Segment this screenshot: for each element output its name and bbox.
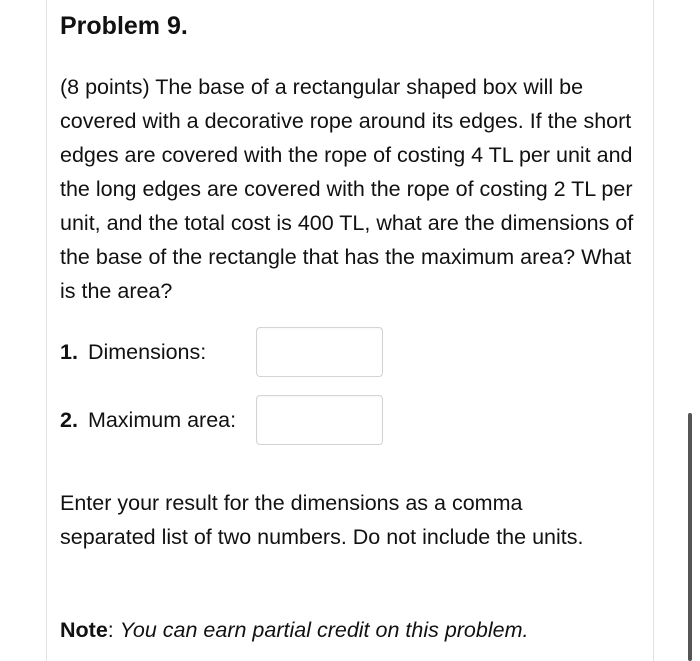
answer-row-maximum-area [60,395,236,445]
instructions-text: Enter your result for the dimensions as a comma separated list of two numbers. Do not include the units. [60,491,584,549]
answer-number: 1. [60,339,78,364]
dimensions-label: Dimensions: [87,339,207,364]
vertical-scrollbar[interactable] [688,413,692,661]
answer-number: 2. [60,407,78,432]
maximum-area-input[interactable] [256,395,383,445]
answer-row-dimensions [60,327,206,377]
problem-statement: (8 points) The base of a rectangular shaped box will be covered with a decorative rope around its edges. If the short edges are covered with the rope of costing 4 TL per unit and the long edges are covered with the rope of costing 2 TL per unit, and the total cost is 400 TL, what are the dimensions of the base of the rectangle that has the maximum area? What is the area? [60,75,634,303]
note-label: Note [60,618,108,642]
note [60,613,528,647]
note-text: You can earn partial credit on this problem. [119,618,529,642]
problem-title: Problem 9. [60,12,188,40]
note-separator: : [107,618,120,642]
dimensions-input[interactable] [256,327,383,377]
maximum-area-label: Maximum area: [87,407,237,432]
